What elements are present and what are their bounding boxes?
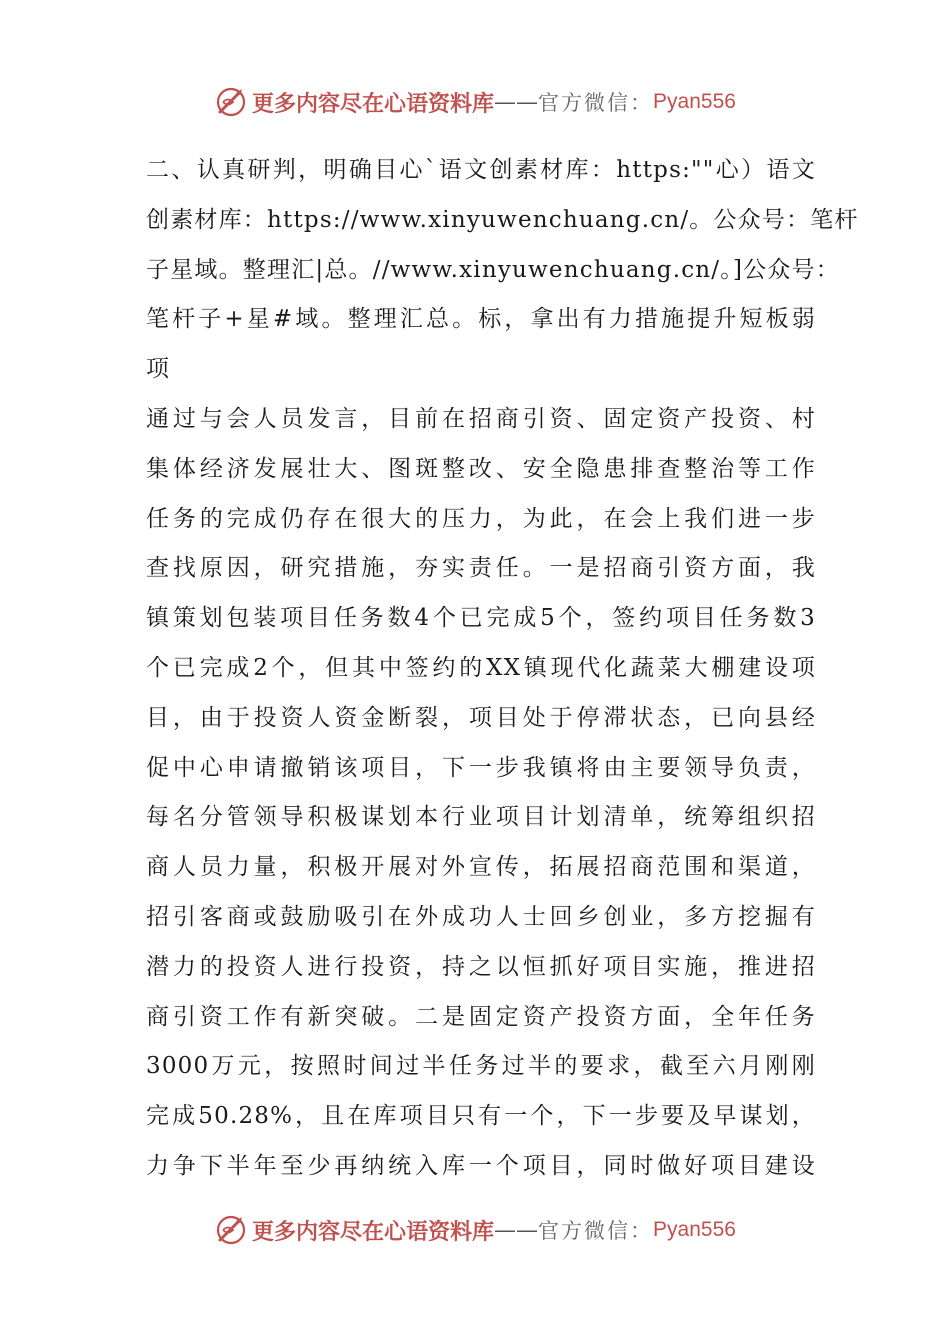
banner-wechat-label: 官方微信： [538, 91, 654, 115]
text-line: 镇策划包装项目任务数4个已完成5个，签约项目任务数3 [146, 605, 816, 632]
text-line: 招引客商或鼓励吸引在外成功人士回乡创业，多方挖掘有 [146, 903, 816, 930]
text-line: 通过与会人员发言，目前在招商引资、固定资产投资、村 [146, 405, 816, 432]
text-line: 查找原因，研究措施，夯实责任。一是招商引资方面，我 [146, 555, 816, 582]
text-line: 完成50.28%，且在库项目只有一个，下一步要及早谋划， [146, 1103, 816, 1130]
text-line: 集体经济发展壮大、图斑整改、安全隐患排查整治等工作 [146, 455, 816, 482]
text-line: 每名分管领导积极谋划本行业项目计划清单，统筹组织招 [146, 804, 816, 831]
banner-wechat-id: Pyan556 [653, 90, 736, 113]
text-line: 3000万元，按照时间过半任务过半的要求，截至六月刚刚 [146, 1053, 816, 1080]
banner-wechat-label: 官方微信： [538, 1219, 654, 1243]
banner-wechat-id: Pyan556 [653, 1218, 736, 1241]
text-line: 二、认真研判，明确目心`语文创素材库：https:""心）语文 [146, 157, 816, 183]
text-line: 任务的完成仍存在很大的压力，为此，在会上我们进一步 [146, 505, 816, 532]
text-line: 目，由于投资人资金断裂，项目处于停滞状态，已向县经 [146, 704, 816, 731]
text-line: 创素材库：https://www.xinyuwenchuang.cn/。公众号：笔杆 [146, 206, 859, 233]
document-body [146, 146, 859, 1192]
text-line: 促中心申请撤销该项目，下一步我镇将由主要领导负责， [146, 754, 816, 781]
text-line: 商人员力量，积极开展对外宣传，拓展招商范围和渠道， [146, 854, 816, 881]
text-line: 个已完成2个，但其中签约的XX镇现代化蔬菜大棚建设项 [146, 654, 816, 681]
text-line: 笔杆子+星#域。整理汇总。标，拿出有力措施提升短板弱 [146, 306, 816, 333]
text-line: 潜力的投资人进行投资，持之以恒抓好项目实施，推进招 [146, 953, 816, 980]
text-line: 项 [146, 356, 171, 383]
pen-logo-icon [214, 1213, 248, 1247]
text-line: 子星域。整理汇|总。//www.xinyuwenchuang.cn/。]公众号： [146, 256, 840, 283]
banner-separator: —— [494, 89, 539, 115]
banner-site-name: 更多内容尽在心语资料库 [252, 90, 495, 117]
text-line: 商引资工作有新突破。二是固定资产投资方面，全年任务 [146, 1003, 816, 1030]
pen-logo-icon [214, 85, 248, 119]
text-line: 力争下半年至少再纳统入库一个项目，同时做好项目建设 [146, 1152, 816, 1179]
banner-site-name: 更多内容尽在心语资料库 [252, 1218, 495, 1245]
footer-banner [0, 1210, 950, 1250]
header-banner [0, 82, 950, 122]
banner-separator: —— [494, 1217, 539, 1243]
